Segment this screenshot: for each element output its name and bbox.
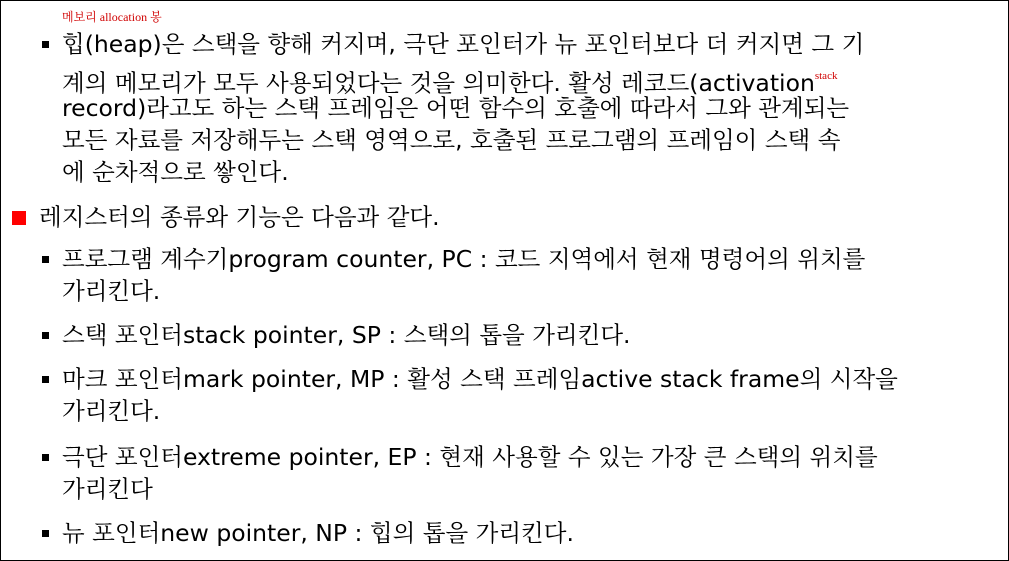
text-line: 스택 포인터stack pointer, SP : 스택의 톱을 가리킨다.	[62, 321, 631, 349]
bullet-square-icon	[42, 454, 49, 461]
red-square-bullet-icon	[12, 211, 26, 225]
bullet-square-icon	[42, 332, 49, 339]
text-line: 가리킨다.	[62, 277, 161, 305]
text-line: 마크 포인터mark pointer, MP : 활성 스택 프레임active stack frame의 시작을	[62, 365, 898, 393]
registers-heading: 레지스터의 종류와 기능은 다음과 같다.	[39, 203, 440, 231]
text-line: 가리킨다.	[62, 397, 161, 425]
text-line: 뉴 포인터new pointer, NP : 힙의 톱을 가리킨다.	[62, 519, 574, 547]
text-line: record)라고도 하는 스택 프레임은 어떤 함수의 호출에 따라서 그와 관계되는	[62, 94, 850, 122]
bullet-square-icon	[42, 376, 49, 383]
text-line: 가리킨다	[62, 475, 153, 503]
text-line: 극단 포인터extreme pointer, EP : 현재 사용할 수 있는 가장 큰 스택의 위치를	[62, 443, 878, 471]
bullet-square-icon	[42, 41, 49, 48]
bullet-square-icon	[42, 256, 49, 263]
text-line: 에 순차적으로 쌓인다.	[62, 158, 289, 186]
text-line: 모든 자료를 저장해두는 스택 영역으로, 호출된 프로그램의 프레임이 스택 속	[62, 126, 841, 154]
text-line: 힙(heap)은 스택을 향해 커지며, 극단 포인터가 뉴 포인터보다 더 커지면 그 기	[62, 30, 865, 58]
handwritten-note: 메보리 allocation 봉	[62, 10, 162, 24]
annotation-superscript: stack	[814, 70, 838, 82]
text-line: 프로그램 계수기program counter, PC : 코드 지역에서 현재 명령어의 위치를	[62, 245, 866, 273]
bullet-square-icon	[42, 530, 49, 537]
text-line-content: 계의 메모리가 모두 사용되었다는 것을 의미한다. 활성 레코드(activation	[62, 69, 815, 97]
